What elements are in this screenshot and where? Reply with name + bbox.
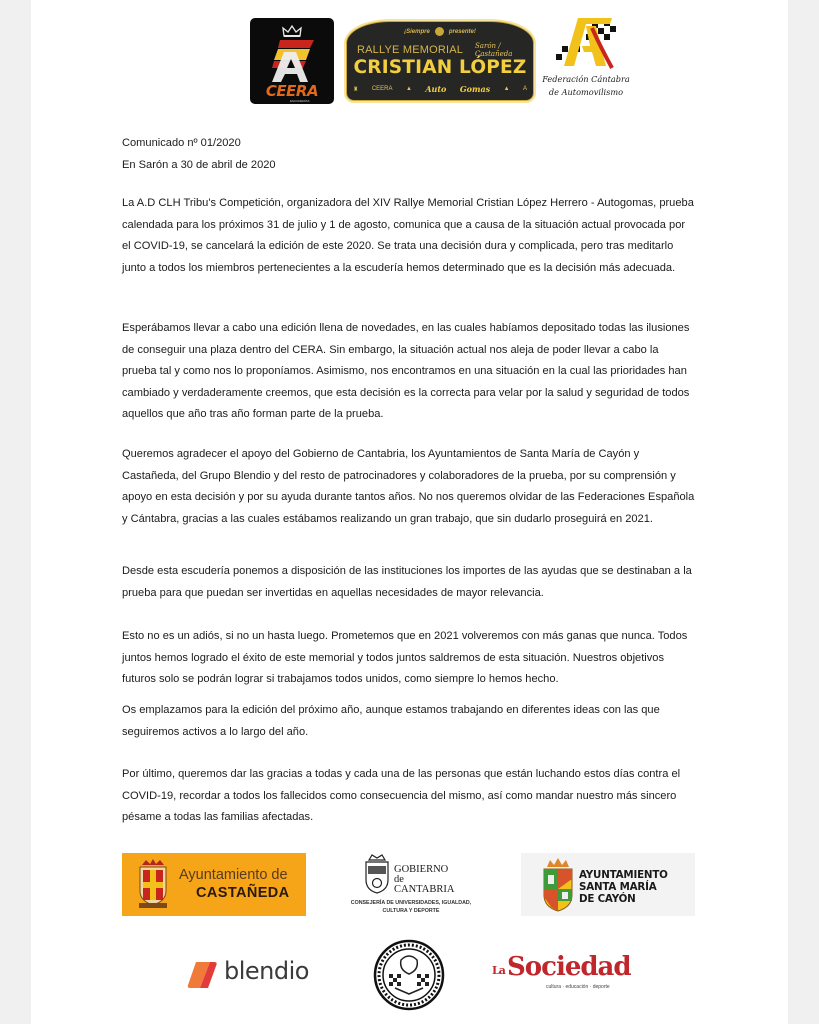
rally-sponsor-strip xyxy=(353,84,527,94)
person-icon: ♜ xyxy=(353,86,359,93)
consejeria-label xyxy=(330,899,492,915)
la-sociedad-logo xyxy=(490,950,631,996)
federacion-caption xyxy=(538,73,634,99)
gobierno-line2: de xyxy=(394,874,404,885)
sociedad-tagline: cultura · educación · deporte xyxy=(546,984,610,990)
gobierno-title xyxy=(394,865,454,895)
tagline-right: presente! xyxy=(448,29,476,36)
blendio-mark-icon xyxy=(186,960,220,990)
paragraph-1: La A.D CLH Tribu's Competición, organizadora del XIV Rallye Memorial Cristian López Herrero - Autogomas, prueba calendada para los próximos 31 de julio y 1 de agosto, comunica que a causa de la situación actual provocada por el COVID-19, se cancelará la edición de este 2020. Se trata una decisión dura y complicada, pero tras meditarlo junto a todos los miembros pertenecientes a la escudería hemos determinado que es la decisión más adecuada. xyxy=(122,197,694,274)
document-page xyxy=(31,0,788,1024)
cayon-line1: AYUNTAMIENTO xyxy=(579,869,668,881)
paragraph-4: Desde esta escudería ponemos a disposición de las instituciones los importes de las ayudas que se destinaban a la prueba para que puedan ser invertidas en aquellas necesidades de mayor relevancia. xyxy=(122,565,692,599)
blendio-logo xyxy=(186,955,328,995)
sociedad-prefix: La xyxy=(492,964,505,977)
document-heading xyxy=(122,133,696,176)
cantabria-shield-icon xyxy=(364,854,390,894)
sponsor-gomas: Gomas xyxy=(459,84,491,94)
paragraph-7: Por último, queremos dar las gracias a todas y cada una de las personas que están luchando estos días contra el COVID-19, recordar a todos los fallecidos como consecuencia del mismo, así como mandar nuestro más sincero pésame a todas las familias afectadas. xyxy=(122,768,681,823)
rally-emblem-icon xyxy=(435,27,444,36)
federacion-cantabra-logo xyxy=(538,16,634,104)
helmet-icon: ▲ xyxy=(503,86,510,92)
tagline-left: ¡Siempre xyxy=(404,29,430,36)
gobierno-line3: CANTABRIA xyxy=(394,884,455,895)
helmet-icon: ▲ xyxy=(405,86,412,92)
blendio-wordmark: blendio xyxy=(224,957,309,985)
club-emblem-logo xyxy=(373,938,445,1012)
paragraph-3: Queremos agradecer el apoyo del Gobierno de Cantabria, los Ayuntamientos de Santa María de Cayón y Castañeda, del Grupo Blendio y del resto de patrocinadores y colaboradores de la prueba, por su comprensión y apoyo en esta decisión y por su ayuda durante tantos años. No nos queremos olvidar de las Federaciones Española y Cántabra, gracias a las cuales estábamos realizando un gran trabajo, que sin dudarlo proseguirá en 2021. xyxy=(122,448,695,525)
checkered-flag-a-icon xyxy=(556,16,622,72)
rally-title: CRISTIAN LÓPEZ xyxy=(353,57,527,78)
castaneda-shield-icon xyxy=(136,859,170,909)
paragraph-5: Esto no es un adiós, si no un hasta luego. Prometemos que en 2021 volveremos con más ganas que nunca. Todos juntos hemos logrado el éxito de este memorial y todos juntos saldremos de esta situación. Nuestros objetivos futuros solo se podrán lograr si trabajamos todos unidos, como siempre lo hemos hecho. xyxy=(122,630,688,685)
paragraph-6: Os emplazamos para la edición del próximo año, aunque estamos trabajando en diferentes ideas con las que seguiremos activos a lo largo del año. xyxy=(122,704,660,738)
paragraph-2: Esperábamos llevar a cabo una edición llena de novedades, en las cuales habíamos depositado todas las ilusiones de conseguir una plaza dentro del CERA. Sin embargo, la situación actual nos aleja de poder llevar a cabo la prueba tal y como nos lo proponíamos. Asimismo, nos encontramos en una situación en la cual las prioridades han cambiado y verdaderamente creemos, que esta decisión es la correcta para velar por la salud y seguridad de todos aquellos que año tras año forman parte de la prueba. xyxy=(122,322,690,420)
castaneda-line1: Ayuntamiento de xyxy=(179,867,288,883)
rally-memorial-plate-logo xyxy=(344,19,536,103)
ceera-sublabel: ESCUDERÍAS xyxy=(290,99,310,103)
castaneda-line2: CASTAÑEDA xyxy=(196,885,290,901)
rally-location-script: Sarón / Castañeda xyxy=(475,42,513,58)
gobierno-cantabria-logo xyxy=(330,852,500,918)
federacion-line1: Federación Cántabra xyxy=(542,74,630,84)
cayon-text xyxy=(579,869,668,905)
sociedad-wordmark: Sociedad xyxy=(507,952,631,982)
castaneda-logo xyxy=(122,853,306,916)
crown-icon xyxy=(282,24,302,38)
cayon-line2: SANTA MARÍA xyxy=(579,881,657,893)
rally-memorial-label: RALLYE MEMORIAL xyxy=(357,44,464,56)
santa-maria-cayon-logo xyxy=(521,853,695,916)
rally-tagline xyxy=(347,27,533,36)
sponsor-ceera: CEERA xyxy=(371,86,393,92)
cayon-shield-icon xyxy=(541,857,575,913)
federation-a-icon: A xyxy=(522,86,527,92)
place-date: En Sarón a 30 de abril de 2020 xyxy=(122,158,276,171)
consejeria-line1: CONSEJERÍA DE UNIVERSIDADES, IGUALDAD, xyxy=(350,900,472,906)
gobierno-line1: GOBIERNO xyxy=(394,864,449,875)
federacion-line2: de Automovilismo xyxy=(548,87,624,97)
ceera-wordmark: CEERA xyxy=(265,82,319,100)
sponsor-auto: Auto xyxy=(425,84,447,94)
spain-flag-a-icon xyxy=(268,38,316,82)
communique-reference: Comunicado nº 01/2020 xyxy=(122,137,241,149)
cayon-line3: DE CAYÓN xyxy=(579,893,636,905)
ceera-logo xyxy=(250,18,334,104)
consejeria-line2: CULTURA Y DEPORTE xyxy=(382,908,440,914)
